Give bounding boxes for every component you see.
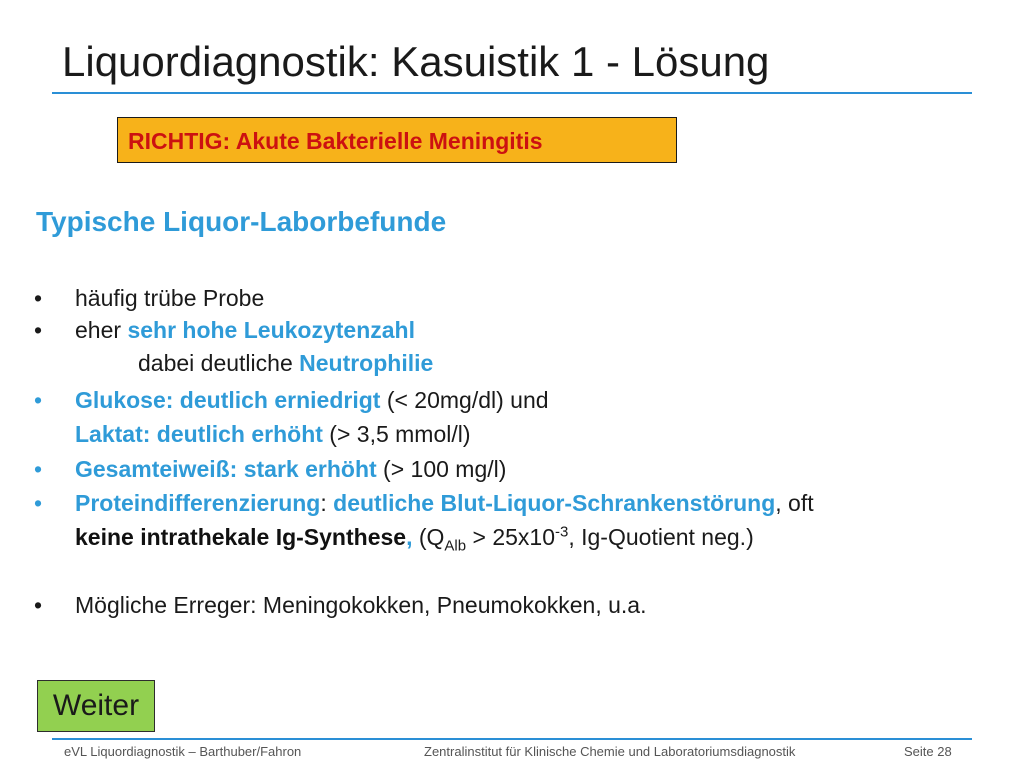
bullet-marker: • [34,317,43,343]
bullet-marker: • [34,592,43,618]
title-divider [52,92,972,94]
finding-neutrophilia: dabei deutliche Neutrophilie [138,350,434,376]
finding-leukocytes: eher sehr hohe Leukozytenzahl [75,317,415,343]
bullet-marker: • [34,387,43,413]
slide-title: Liquordiagnostik: Kasuistik 1 - Lösung [62,38,770,85]
next-button[interactable]: Weiter [37,680,155,732]
footer-divider [52,738,972,740]
footer-institute: Zentralinstitut für Klinische Chemie und Laboratoriumsdiagnostik [424,744,796,759]
footer-page-number: Seite 28 [904,744,952,759]
verdict-banner: RICHTIG: Akute Bakterielle Meningitis [117,117,677,163]
footer-course: eVL Liquordiagnostik – Barthuber/Fahron [64,744,302,759]
finding-protein-differentiation: Proteindifferenzierung: deutliche Blut-Liquor-Schrankenstörung, oft [75,490,814,516]
finding-total-protein: Gesamteiweiß: stark erhöht (> 100 mg/l) [75,456,507,482]
finding-sample-appearance: häufig trübe Probe [75,285,265,311]
bullet-marker: • [34,285,43,311]
finding-pathogens: Mögliche Erreger: Meningokokken, Pneumokokken, u.a. [75,592,647,618]
finding-lactate: Laktat: deutlich erhöht (> 3,5 mmol/l) [75,421,471,447]
bullet-marker: • [34,456,43,482]
finding-ig-synthesis: keine intrathekale Ig-Synthese, ($Q_{Alb} > 25x10^{-3}$, Ig-Quotient neg.) [75,523,754,555]
finding-glucose: Glukose: deutlich erniedrigt (< 20mg/dl) und [75,387,549,413]
bullet-marker: • [34,490,43,516]
section-heading: Typische Liquor-Laborbefunde [36,206,447,237]
